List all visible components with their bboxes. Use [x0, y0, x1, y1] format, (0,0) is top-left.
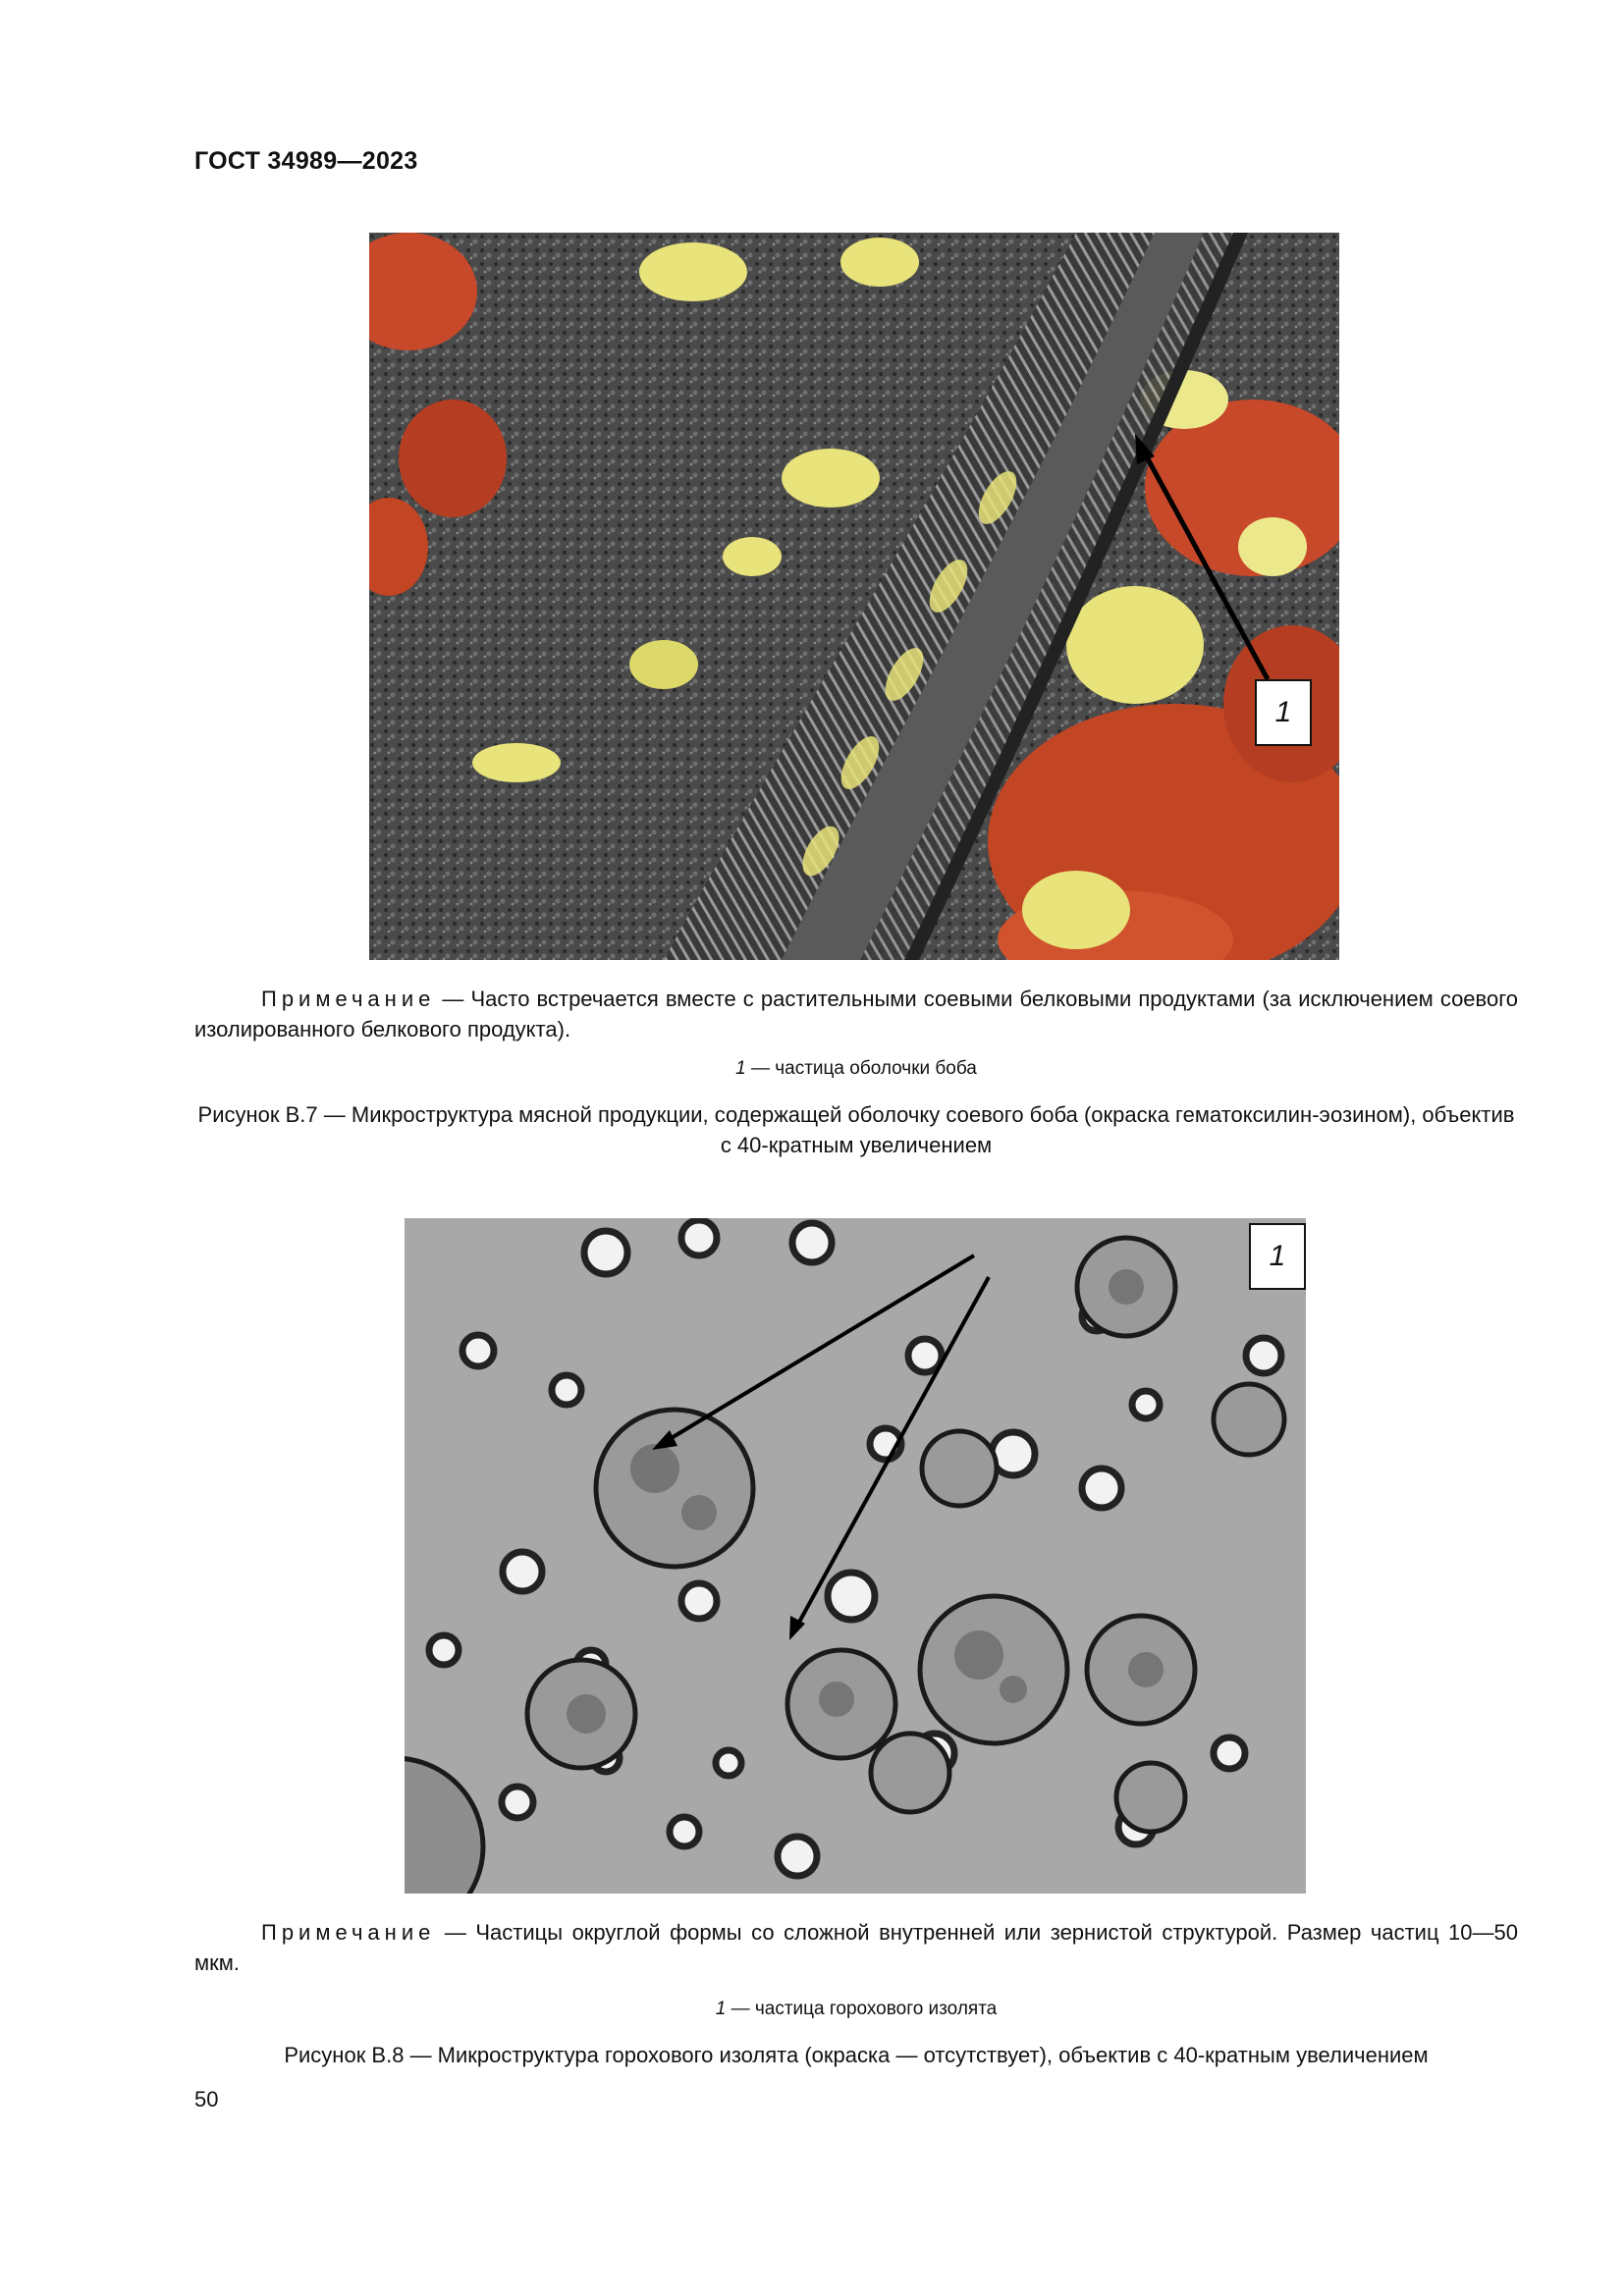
- micrograph-soy-hull: [369, 233, 1339, 960]
- figure-b8-legend: [194, 1999, 1518, 2020]
- legend-text: — частица горохового изолята: [726, 1999, 998, 2019]
- note-label: Примечание: [261, 1920, 436, 1945]
- legend-number: 1: [735, 1058, 746, 1079]
- document-header: ГОСТ 34989—2023: [194, 147, 418, 175]
- note-label: Примечание: [261, 987, 436, 1011]
- page-number: 50: [194, 2087, 219, 2111]
- note-text: — Частицы округлой формы со сложной внутренней или зернистой структурой. Размер частиц 10—50 мкм.: [194, 1920, 1518, 1975]
- figure-b8-note: [194, 1917, 1518, 1978]
- callout-label: 1: [1249, 1223, 1306, 1290]
- figure-b8-caption: Рисунок В.8 — Микроструктура горохового изолята (окраска — отсутствует), объектив с 40-кратным увеличением: [284, 2043, 1429, 2067]
- figure-b7-note: [194, 984, 1518, 1044]
- legend-text: — частица оболочки боба: [745, 1058, 977, 1079]
- figure-b7-legend: [194, 1058, 1518, 1080]
- legend-number: 1: [715, 1999, 727, 2019]
- note-text: — Часто встречается вместе с растительными соевыми белковыми продуктами (за исключением соевого изолированного белкового продукта).: [194, 987, 1518, 1041]
- micrograph-pea-isolate: [405, 1218, 1306, 1894]
- callout-label: 1: [1255, 679, 1312, 746]
- figure-b7-caption: Рисунок В.7 — Микроструктура мясной продукции, содержащей оболочку соевого боба (окраска гематоксилин-эозином), объектив с 40-кратным увеличением: [197, 1102, 1515, 1157]
